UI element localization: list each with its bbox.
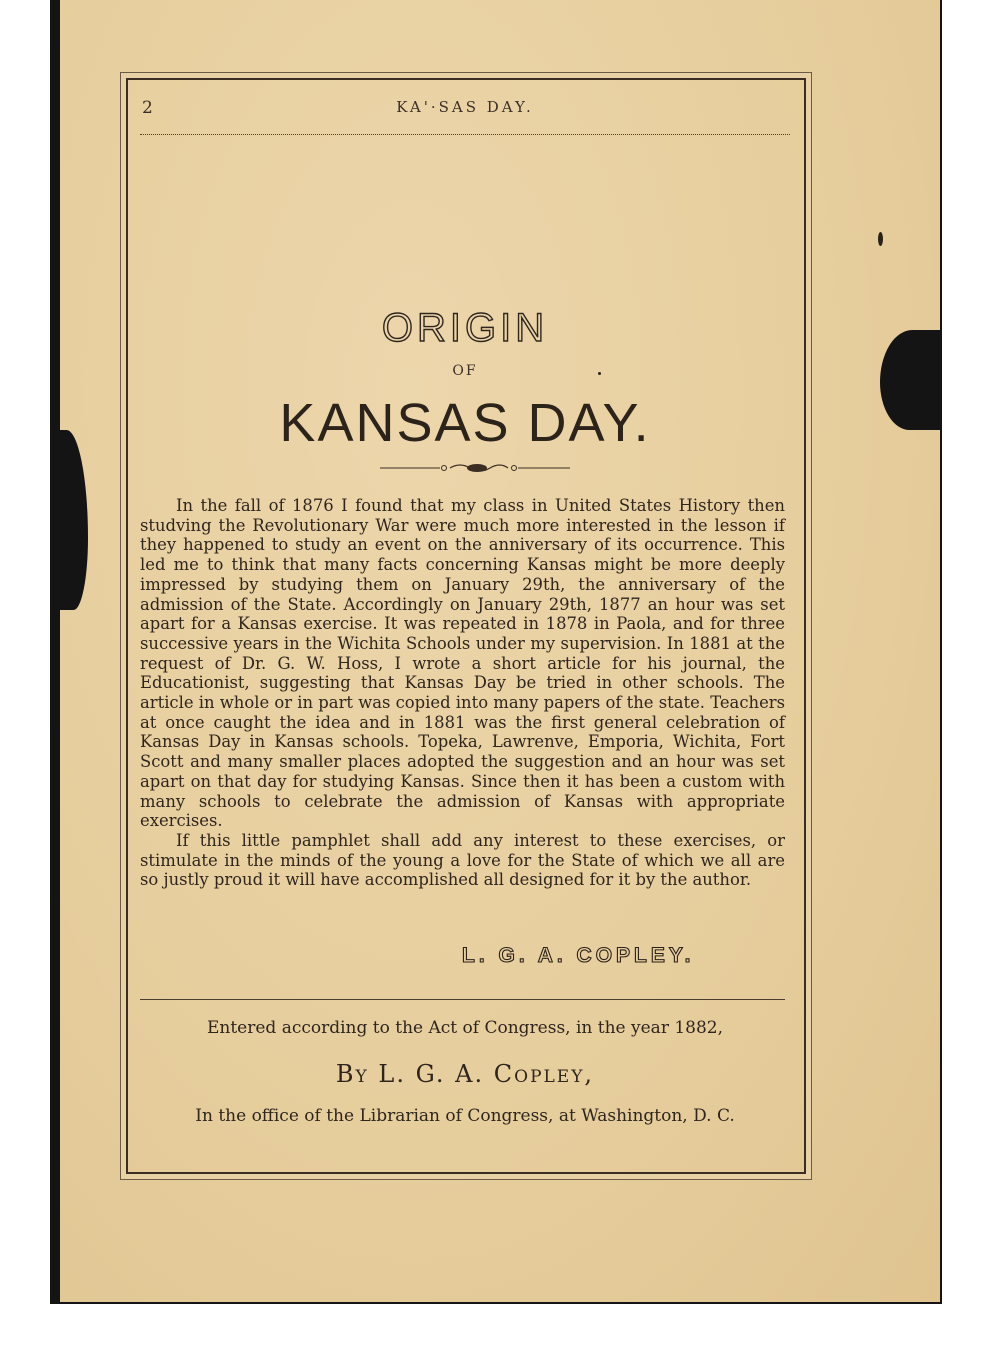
page-header [140,98,790,122]
ink-speck [598,372,601,375]
ink-speck [878,232,883,246]
header-rule [140,134,790,135]
page-number: 2 [142,98,153,118]
body-text [140,496,785,890]
title-origin: ORIGIN [381,306,549,350]
torn-edge-right [880,330,942,430]
paragraph-2: If this little pamphlet shall add any interest to these exercises, or stimulate in the minds of the young a love for the State of which we all are so justly proud it will have accomplished all designed for it by the author. [140,830,785,890]
author-signature: L. G. A. COPLEY. [462,944,695,967]
copyright-line-3: In the office of the Librarian of Congress, at Washington, D. C. [195,1106,735,1126]
copyright-line-1: Entered according to the Act of Congress, in the year 1882, [206,1018,724,1038]
copyright-line-2: By L. G. A. Copley, [335,1060,595,1088]
paragraph-1: In the fall of 1876 I found that my class in United States History then studving the Revolutionary War were much more interested in the lesson if they happened to study an event on the anniversary of its occurrence. This led me to think that many facts concerning Kansas might be more deeply impressed by studying them on January 29th, the anniversary of the admission of the State. Accordingly on January 29th, 1877 an hour was set apart for a Kansas exercise. It was repeated in 1878 in Paola, and for three successive years in the Wichita Schools under my supervision. In 1881 at the request of Dr. G. W. Hoss, I wrote a short article for his journal, the Educationist, suggesting that Kansas Day be tried in other schools. The article in whole or in part was copied into many papers of the state. Teachers at once caught the idea and in 1881 was the first general celebration of Kansas Day in Kansas schools. Topeka, Lawrenve, Emporia, Wichita, Fort Scott and many smaller places adopted the suggestion and an hour was set apart on that day for studying Kansas. Since then it has been a custom with many schools to celebrate the admission of Kansas with appropriate exercises. [140,496,786,831]
title-of: OF [452,363,478,379]
running-head: KA'·SAS DAY. [396,98,534,116]
section-rule [140,999,785,1000]
title-kansas-day: KANSAS DAY. [279,393,651,453]
decorative-flourish-icon [380,460,570,476]
